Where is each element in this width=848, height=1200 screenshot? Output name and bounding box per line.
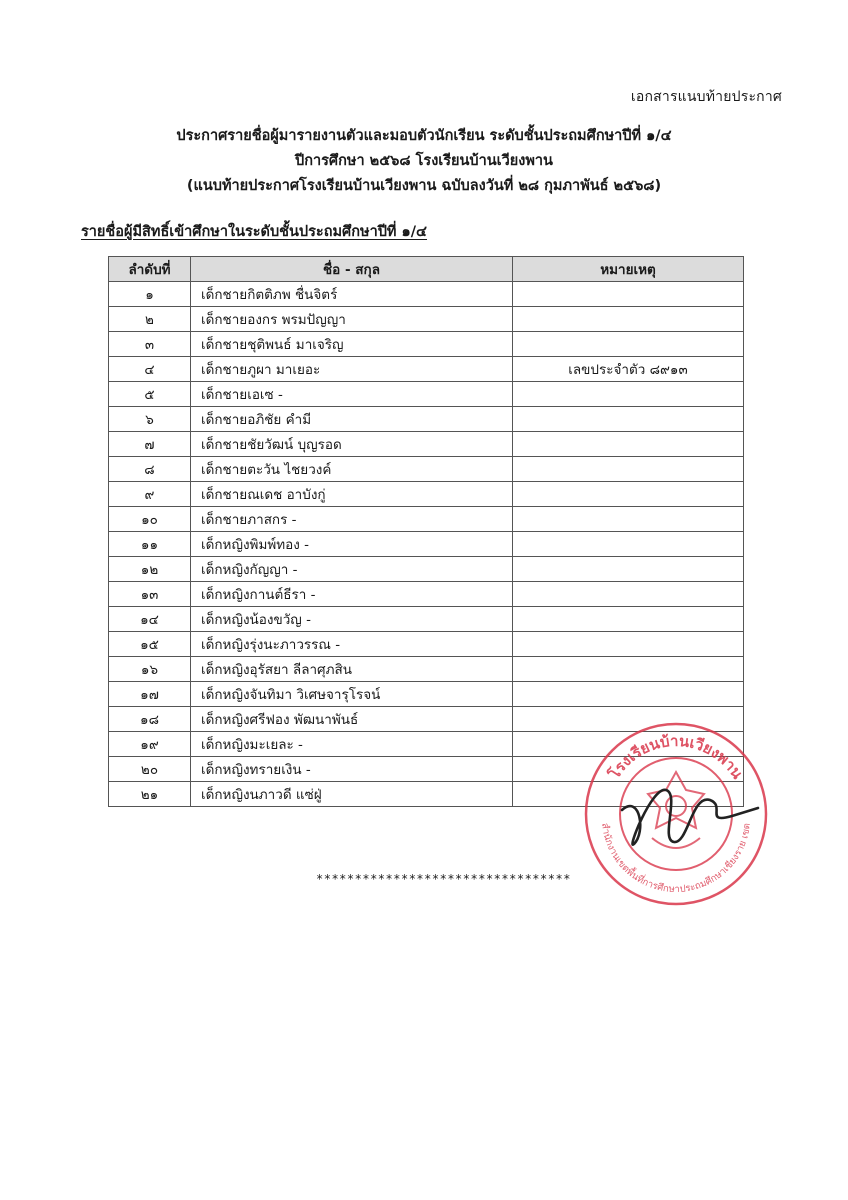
row-student-name: เด็กชายอภิชัย คำมี	[191, 407, 513, 432]
row-number: ๑๖	[109, 657, 191, 682]
table-row	[109, 382, 744, 407]
row-number: ๔	[109, 357, 191, 382]
table-row	[109, 657, 744, 682]
header-number: ลำดับที่	[109, 257, 191, 282]
row-note	[513, 682, 744, 707]
row-student-name: เด็กหญิงศรีฟอง พัฒนาพันธ์	[191, 707, 513, 732]
row-note	[513, 482, 744, 507]
table-row	[109, 457, 744, 482]
attachment-note: เอกสารแนบท้ายประกาศ	[630, 89, 782, 105]
row-number: ๑๑	[109, 532, 191, 557]
table-row	[109, 682, 744, 707]
row-note	[513, 657, 744, 682]
school-seal-stamp-icon	[582, 720, 770, 908]
row-note	[513, 382, 744, 407]
row-number: ๕	[109, 382, 191, 407]
table-row	[109, 582, 744, 607]
row-student-name: เด็กหญิงจันทิมา วิเศษจารุโรจน์	[191, 682, 513, 707]
table-row	[109, 357, 744, 382]
seal-inner-ring	[620, 758, 732, 870]
row-student-name: เด็กหญิงน้องขวัญ -	[191, 607, 513, 632]
table-row	[109, 282, 744, 307]
row-number: ๑๙	[109, 732, 191, 757]
row-student-name: เด็กชายกิตติภพ ชื่นจิตร์	[191, 282, 513, 307]
row-note	[513, 507, 744, 532]
row-note	[513, 607, 744, 632]
row-number: ๑๘	[109, 707, 191, 732]
table-row	[109, 557, 744, 582]
row-student-name: เด็กหญิงทรายเงิน -	[191, 757, 513, 782]
row-student-name: เด็กหญิงกานต์ธีรา -	[191, 582, 513, 607]
row-note	[513, 407, 744, 432]
row-number: ๑๗	[109, 682, 191, 707]
seal-office-name: สำนักงานเขตพื้นที่การศึกษาประถมศึกษาเชียงราย เขต	[599, 822, 753, 896]
heading-line-3: (แนบท้ายประกาศโรงเรียนบ้านเวียงพาน ฉบับลงวันที่ ๒๘ กุมภาพันธ์ ๒๕๖๘)	[186, 178, 662, 194]
table-row	[109, 507, 744, 532]
end-of-list-marker: *********************************	[316, 872, 571, 886]
row-student-name: เด็กหญิงมะเยละ -	[191, 732, 513, 757]
row-student-name: เด็กชายภูผา มาเยอะ	[191, 357, 513, 382]
row-number: ๗	[109, 432, 191, 457]
row-student-name: เด็กหญิงนภาวดี แซ่ฝู่	[191, 782, 513, 807]
row-student-name: เด็กหญิงรุ่งนะภาวรรณ -	[191, 632, 513, 657]
row-note	[513, 432, 744, 457]
section-title: รายชื่อผู้มีสิทธิ์เข้าศึกษาในระดับชั้นประถมศึกษาปีที่ ๑/๔	[81, 224, 428, 240]
row-number: ๑๐	[109, 507, 191, 532]
heading-line-1: ประกาศรายชื่อผู้มารายงานตัวและมอบตัวนักเรียน ระดับชั้นประถมศึกษาปีที่ ๑/๔	[176, 128, 672, 144]
row-student-name: เด็กชายชัยวัฒน์ บุญรอด	[191, 432, 513, 457]
row-number: ๑๔	[109, 607, 191, 632]
table-row	[109, 532, 744, 557]
row-student-name: เด็กหญิงกัญญา -	[191, 557, 513, 582]
row-student-name: เด็กชายเอเซ -	[191, 382, 513, 407]
row-note: เลขประจำตัว ๘๙๑๓	[513, 357, 744, 382]
row-number: ๑	[109, 282, 191, 307]
row-note	[513, 307, 744, 332]
row-note	[513, 332, 744, 357]
row-number: ๙	[109, 482, 191, 507]
row-number: ๒๑	[109, 782, 191, 807]
row-note	[513, 532, 744, 557]
row-number: ๑๕	[109, 632, 191, 657]
row-note	[513, 557, 744, 582]
row-number: ๒๐	[109, 757, 191, 782]
row-number: ๒	[109, 307, 191, 332]
row-student-name: เด็กชายชุติพนธ์ มาเจริญ	[191, 332, 513, 357]
row-student-name: เด็กชายตะวัน ไชยวงค์	[191, 457, 513, 482]
row-number: ๖	[109, 407, 191, 432]
row-student-name: เด็กหญิงอุรัสยา ลีลาศุภสิน	[191, 657, 513, 682]
seal-school-name: โรงเรียนบ้านเวียงพาน	[605, 731, 747, 783]
row-number: ๑๓	[109, 582, 191, 607]
header-name: ชื่อ - สกุล	[191, 257, 513, 282]
table-row	[109, 332, 744, 357]
row-note	[513, 582, 744, 607]
table-row	[109, 632, 744, 657]
row-student-name: เด็กชายองกร พรมปัญญา	[191, 307, 513, 332]
signature	[622, 790, 758, 845]
table-header-row	[109, 257, 744, 282]
header-note: หมายเหตุ	[513, 257, 744, 282]
table-row	[109, 307, 744, 332]
table-row	[109, 432, 744, 457]
table-row	[109, 607, 744, 632]
announcement-heading	[60, 124, 788, 199]
row-number: ๘	[109, 457, 191, 482]
row-note	[513, 632, 744, 657]
row-student-name: เด็กหญิงพิมพ์ทอง -	[191, 532, 513, 557]
row-note	[513, 457, 744, 482]
table-row	[109, 482, 744, 507]
row-number: ๓	[109, 332, 191, 357]
row-student-name: เด็กชายภาสกร -	[191, 507, 513, 532]
heading-line-2: ปีการศึกษา ๒๕๖๘ โรงเรียนบ้านเวียงพาน	[295, 153, 553, 169]
row-note	[513, 282, 744, 307]
table-row	[109, 407, 744, 432]
row-number: ๑๒	[109, 557, 191, 582]
row-student-name: เด็กชายณเดช อาบังกู่	[191, 482, 513, 507]
